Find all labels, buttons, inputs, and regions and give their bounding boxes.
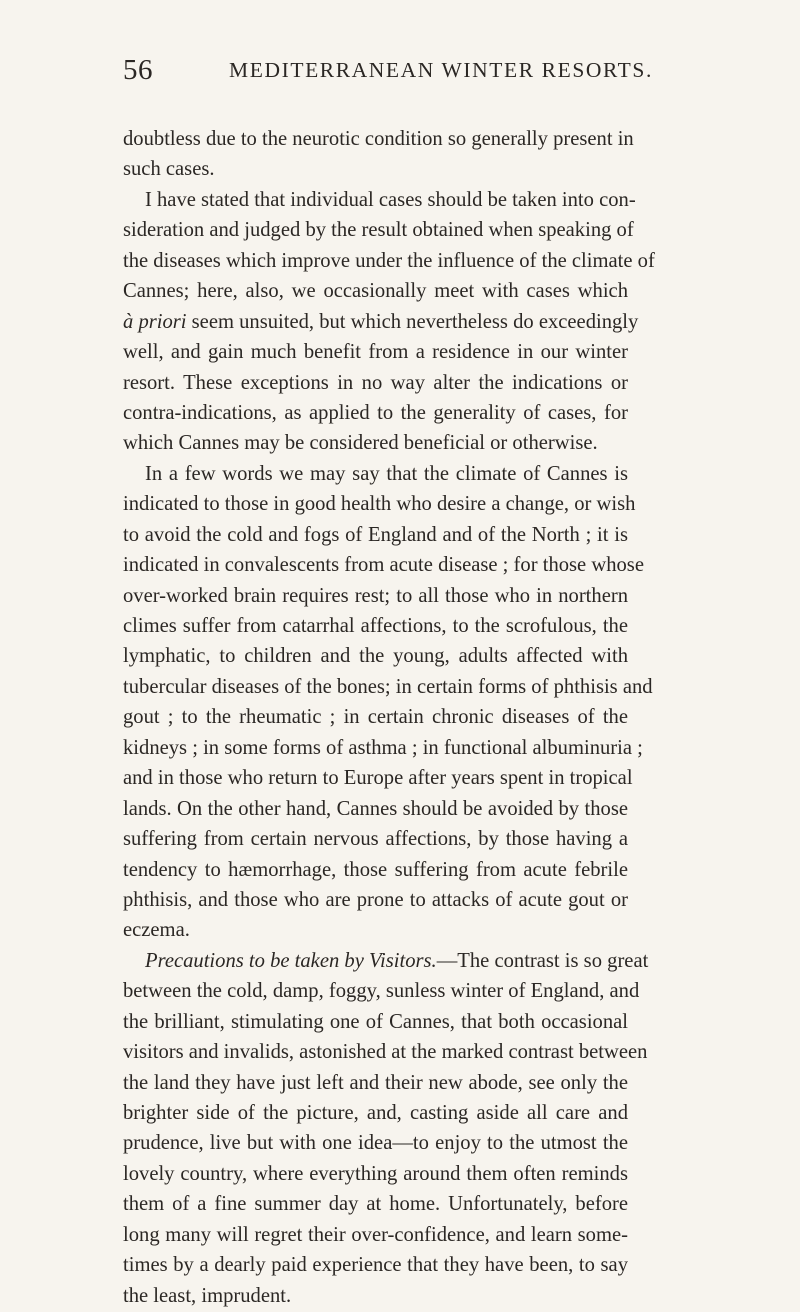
text-line: kidneys ; in some forms of asthma ; in functional albuminuria ; [123, 736, 643, 759]
text-line: indicated to those in good health who desire a change, or wish [123, 493, 636, 516]
text-line-with-italic [123, 307, 639, 337]
page-number: 56 [123, 54, 153, 86]
text-line-rest: —The contrast is so great [436, 949, 649, 972]
text-line: sideration and judged by the result obtained when speaking of [123, 219, 634, 242]
text-line: gout ; to the rheumatic ; in certain chronic diseases of the [123, 706, 628, 729]
text-line: between the cold, damp, foggy, sunless winter of England, and [123, 980, 640, 1003]
text-line: over-worked brain requires rest; to all those who in northern [123, 584, 628, 607]
text-line: visitors and invalids, astonished at the marked contrast between [123, 1041, 648, 1064]
paragraph-start-line: I have stated that individual cases should be taken into con- [145, 188, 636, 211]
text-line: eczema. [123, 919, 190, 942]
text-line: brighter side of the picture, and, casting aside all care and [123, 1102, 628, 1124]
text-line: them of a fine summer day at home. Unfortunately, before [123, 1193, 628, 1216]
text-line: lands. On the other hand, Cannes should be avoided by those [123, 797, 628, 820]
body-text [123, 124, 655, 1311]
running-head [123, 54, 683, 90]
text-line: contra-indications, as applied to the generality of cases, for [123, 401, 628, 424]
text-line: the brilliant, stimulating one of Cannes, that both occasional [123, 1010, 628, 1033]
text-line: doubtless due to the neurotic condition so generally present in [123, 128, 634, 150]
text-line: prudence, live but with one idea—to enjoy to the utmost the [123, 1132, 628, 1155]
text-line: which Cannes may be considered beneficial or otherwise. [123, 432, 598, 455]
page-title: MEDITERRANEAN WINTER RESORTS. [229, 58, 653, 82]
text-line: well, and gain much benefit from a residence in our winter [123, 341, 628, 364]
italic-a-priori: à priori [123, 310, 187, 333]
precautions-heading: Precautions to be taken by Visitors. [145, 949, 437, 972]
text-line: lovely country, where everything around them often reminds [123, 1162, 628, 1185]
text-line: the diseases which improve under the influence of the climate of [123, 249, 655, 272]
text-line: times by a dearly paid experience that they have been, to say [123, 1254, 628, 1277]
text-line: tubercular diseases of the bones; in certain forms of phthisis and [123, 675, 653, 698]
text-line: tendency to hæmorrhage, those suffering from acute febrile [123, 858, 628, 881]
text-line-rest: seem unsuited, but which nevertheless do exceedingly [191, 310, 639, 333]
section-heading-line [123, 946, 649, 976]
text-line: such cases. [123, 158, 215, 181]
text-line: Cannes; here, also, we occasionally meet with cases which [123, 280, 628, 303]
text-line: long many will regret their over-confidence, and learn some- [123, 1223, 628, 1246]
text-line: and in those who return to Europe after years spent in tropical [123, 767, 633, 790]
text-line: the least, imprudent. [123, 1284, 292, 1307]
text-line: lymphatic, to children and the young, adults affected with [123, 645, 628, 668]
paragraph-start-line: In a few words we may say that the climate of Cannes is [145, 462, 628, 485]
text-line: suffering from certain nervous affections, by those having a [123, 828, 628, 851]
text-line: to avoid the cold and fogs of England and of the North ; it is [123, 523, 628, 546]
text-line: resort. These exceptions in no way alter the indications or [123, 371, 628, 394]
text-line: the land they have just left and their new abode, see only the [123, 1071, 628, 1094]
text-line: climes suffer from catarrhal affections, to the scrofulous, the [123, 615, 628, 637]
text-line: indicated in convalescents from acute disease ; for those whose [123, 554, 644, 577]
text-line: phthisis, and those who are prone to attacks of acute gout or [123, 888, 628, 911]
